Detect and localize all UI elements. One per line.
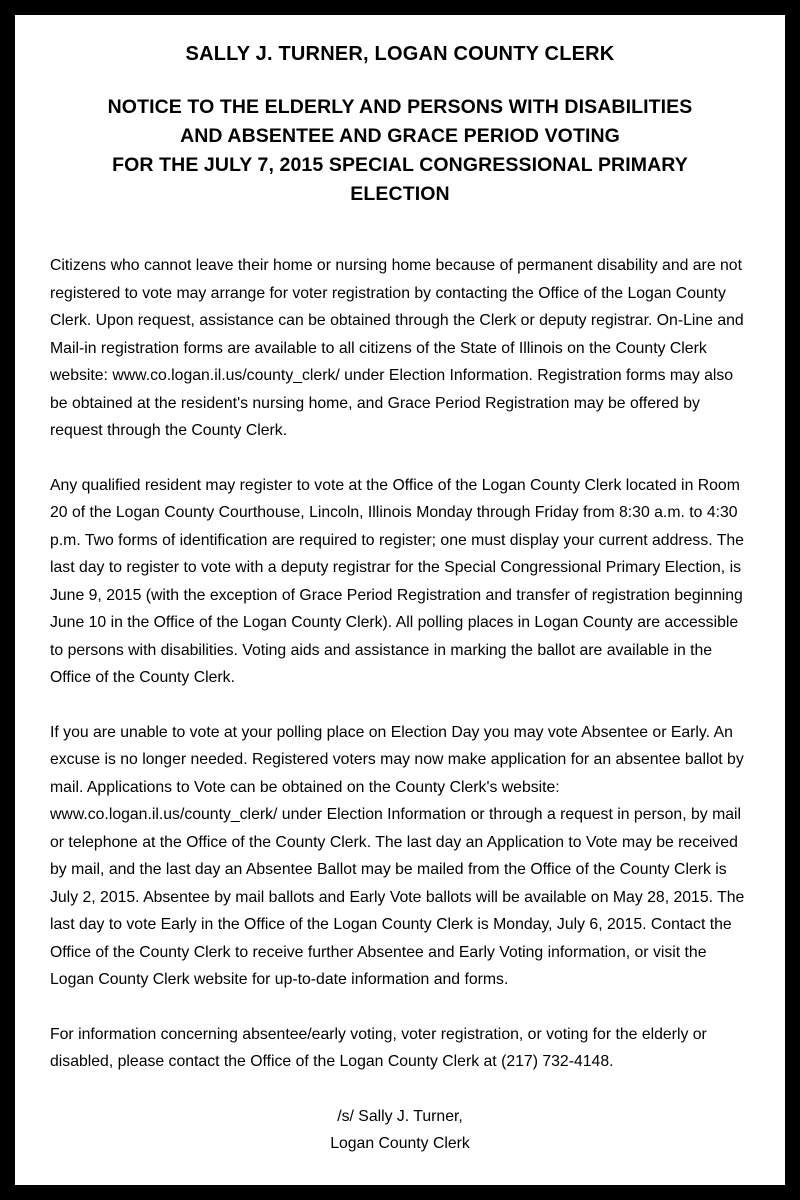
paragraph-register-in-person: Any qualified resident may register to vote at the Office of the Logan County Clerk located in Room 20 of the Logan County Courthouse, Lincoln, Illinois Monday through Friday from 8:30 a.m. to 4:30 p.m. Two forms of identification are required to register; one must display your current address. The last day to register to vote with a deputy registrar for the Special Congressional Primary Election, is June 9, 2015 (with the exception of Grace Period Registration and transfer of registration beginning June 10 in the Office of the Logan County Clerk). All polling places in Logan County are accessible to persons with disabilities. Voting aids and assistance in marking the ballot are available in the Office of the County Clerk.: [50, 476, 744, 686]
signature-name: /s/ Sally J. Turner,: [337, 1107, 463, 1125]
signature-block: [36, 1103, 764, 1158]
notice-sheet: [15, 15, 785, 1185]
clerk-title: SALLY J. TURNER, LOGAN COUNTY CLERK: [185, 43, 615, 65]
signature-title: Logan County Clerk: [330, 1135, 470, 1152]
notice-heading: [36, 93, 764, 209]
paragraph-absentee-early-voting: If you are unable to vote at your polling place on Election Day you may vote Absentee or Early. An excuse is no longer needed. Registered voters may now make application for an absentee ballot by mail. Applications to Vote can be obtained on the County Clerk's website: www.co.logan.il.us/county_clerk/ under Election Information or through a request in person, by mail or telephone at the Office of the County Clerk. The last day an Application to Vote may be received by mail, and the last day an Absentee Ballot may be mailed from the Office of the County Clerk is July 2, 2015. Absentee by mail ballots and Early Vote ballots will be available on May 28, 2015. The last day to vote Early in the Office of the Logan County Clerk is Monday, July 6, 2015. Contact the Office of the County Clerk to receive further Absentee and Early Voting information, or visit the Logan County Clerk website for up-to-date information and forms.: [50, 723, 745, 988]
notice-heading-line: NOTICE TO THE ELDERLY AND PERSONS WITH DISABILITIES: [107, 96, 693, 118]
notice-heading-line: FOR THE JULY 7, 2015 SPECIAL CONGRESSIONAL PRIMARY: [112, 154, 688, 176]
notice-heading-line: ELECTION: [350, 183, 450, 205]
paragraph-contact-info: For information concerning absentee/early voting, voter registration, or voting for the elderly or disabled, please contact the Office of the Logan County Clerk at (217) 732-4148.: [50, 1025, 707, 1070]
notice-heading-line: AND ABSENTEE AND GRACE PERIOD VOTING: [180, 125, 620, 147]
paragraph-homebound-registration: Citizens who cannot leave their home or nursing home because of permanent disability and are not registered to vote may arrange for voter registration by contacting the Office of the Logan County Clerk. Upon request, assistance can be obtained through the Clerk or deputy registrar. On-Line and Mail-in registration forms are available to all citizens of the State of Illinois on the County Clerk website: www.co.logan.il.us/county_clerk/ under Election Information. Registration forms may also be obtained at the resident's nursing home, and Grace Period Registration may be offered by request through the County Clerk.: [50, 257, 744, 439]
notice-body: [36, 252, 764, 1076]
